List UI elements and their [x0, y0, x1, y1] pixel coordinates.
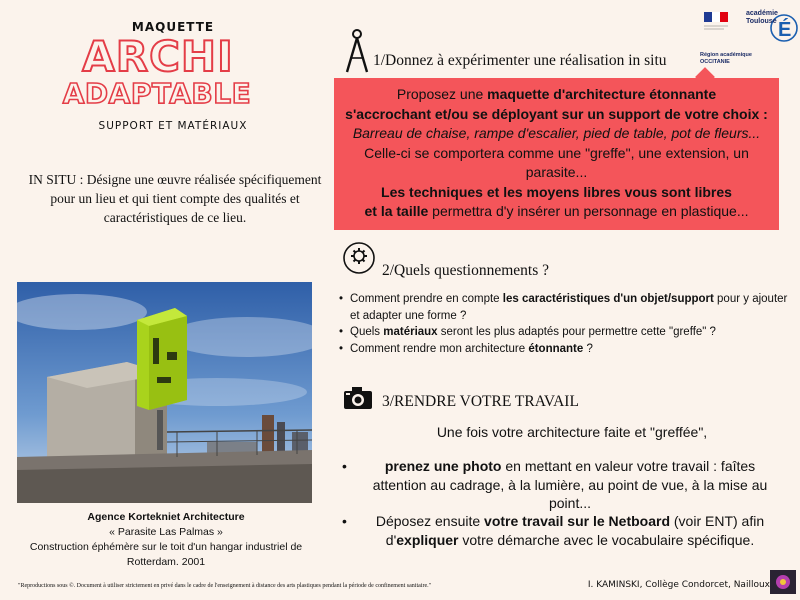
- rendu-step-netboard: [360, 512, 780, 549]
- instr-size: et la taille: [364, 203, 429, 219]
- in-situ-definition: IN SITU : Désigne une œuvre réalisée spécifiquement pour un lieu et qui tient compte des qualités et caractéristiques de ce lieu.: [28, 172, 322, 225]
- academie-label: [746, 10, 778, 50]
- q2-a: Quels: [350, 326, 384, 338]
- instr-text-a: Proposez une: [396, 86, 488, 102]
- instr-text-c: s'accrochant et/ou se déployant sur un support de votre choix :: [345, 105, 768, 122]
- school-logo: [770, 570, 796, 594]
- list-item: [350, 324, 790, 341]
- r1-a: prenez une photo: [384, 458, 502, 474]
- title-archi: ARCHI: [82, 32, 234, 81]
- q1-b: les caractéristiques d'un objet/support: [502, 293, 714, 305]
- instr-text-e: Celle-ci se comportera comme une "greffe", une extension, un parasite...: [364, 144, 749, 180]
- q2-b: matériaux: [383, 326, 438, 338]
- q3-b: étonnante: [528, 342, 584, 355]
- r2-a: Déposez ensuite: [375, 513, 485, 529]
- camera-icon: [343, 386, 373, 410]
- instr-examples: Barreau de chaise, rampe d'escalier, pied de table, pot de fleurs...: [352, 125, 761, 141]
- questions-list: [350, 291, 790, 357]
- r2-e: votre démarche avec le vocabulaire spécifique.: [458, 531, 755, 548]
- q3-a: Comment rendre mon architecture: [350, 342, 529, 355]
- bullet-icon: •: [342, 513, 347, 529]
- instr-techniques: Les techniques et les moyens libres vous sont libres: [381, 183, 732, 200]
- region-label: Région académique OCCITANIE: [700, 52, 752, 65]
- instr-text-b: maquette d'architecture étonnante: [487, 86, 717, 102]
- section3-heading: 3/RENDRE VOTRE TRAVAIL: [382, 393, 579, 410]
- r2-c: (voir ENT) afin d': [385, 513, 765, 548]
- photo-caption: [20, 510, 312, 570]
- academie-text: académie Toulouse: [746, 10, 778, 25]
- list-item: [350, 341, 790, 358]
- r2-b: votre travail sur le Netboard: [484, 513, 670, 529]
- q1-c: pour y ajouter et adapter une forme ?: [350, 293, 788, 322]
- svg-text:É: É: [778, 19, 792, 41]
- rights-notice: "Reproductions sous ©. Document à utiliser strictement en privé dans le cadre de l'enseignement à distance des arts plastiques pendant la période de confinement sanitaire.": [18, 583, 432, 589]
- instr-size-rest: permettra d'y insérer un personnage en plastique...: [428, 203, 749, 219]
- head-gear-icon: [341, 240, 377, 276]
- q3-c: ?: [583, 342, 593, 355]
- title-adaptable: ADAPTABLE: [62, 77, 252, 110]
- section2-heading: 2/Quels questionnements ?: [382, 262, 550, 279]
- architecture-photo: [17, 282, 312, 503]
- r1-b: en mettant en valeur votre travail : faîtes attention au cadrage, à la lumière, au point de vue, à la mise au point...: [372, 458, 768, 511]
- rendu-intro: Une fois votre architecture faite et "greffée",: [436, 424, 708, 440]
- author-credit: I. KAMINSKI, Collège Condorcet, Nailloux: [587, 580, 770, 590]
- q1-a: Comment prendre en compte: [350, 293, 503, 305]
- caption-title: Agence Kortekniet Architecture: [87, 511, 245, 523]
- subtitle: SUPPORT ET MATÉRIAUX: [98, 120, 248, 132]
- section1-heading: 1/Donnez à expérimenter une réalisation in situ: [373, 52, 667, 69]
- list-item: [350, 291, 790, 324]
- q2-c: seront les plus adaptés pour permettre cette "greffe" ?: [437, 326, 716, 338]
- bullet-icon: •: [342, 458, 347, 474]
- compass-icon: [343, 28, 371, 74]
- kicker: MAQUETTE: [131, 20, 215, 34]
- caption-description: Construction éphémère sur le toit d'un hangar industriel de Rotterdam. 2001: [29, 541, 303, 568]
- caption-name: « Parasite Las Palmas »: [109, 526, 223, 538]
- r2-d: expliquer: [396, 531, 459, 548]
- instruction-text: [336, 85, 777, 222]
- rendu-step-photo: [360, 457, 780, 513]
